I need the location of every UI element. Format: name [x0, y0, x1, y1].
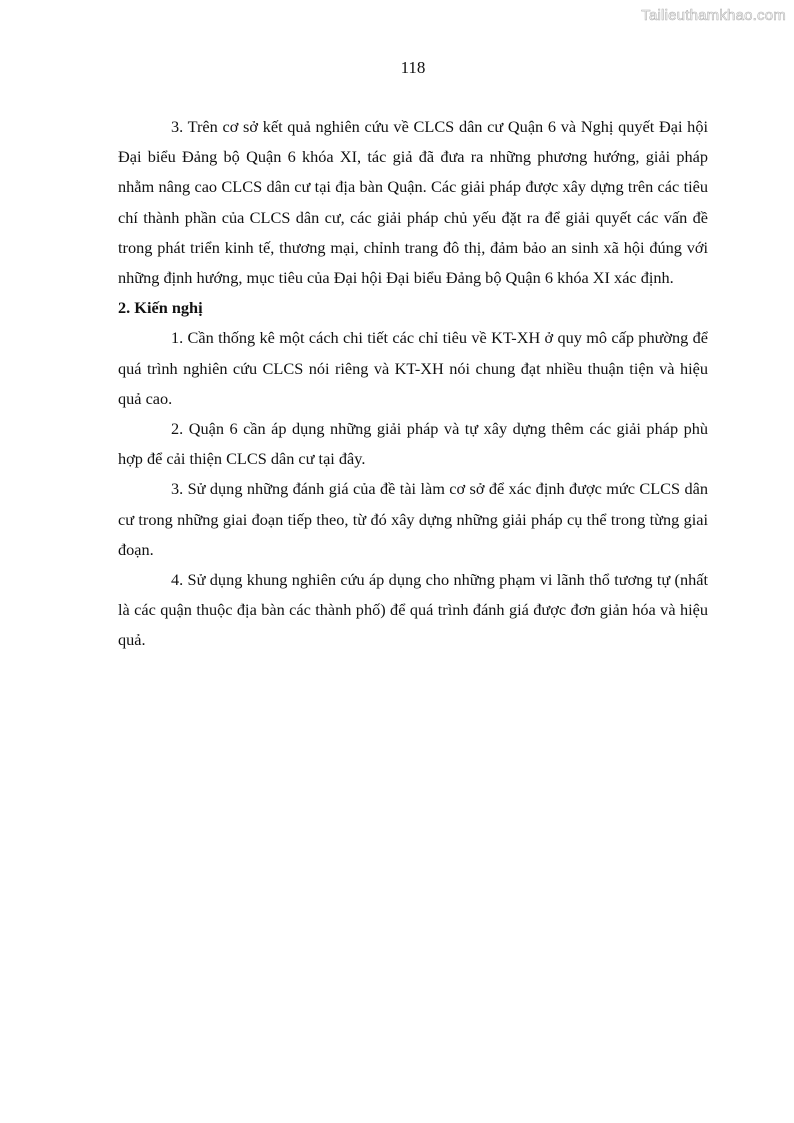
section-heading-recommendations: 2. Kiến nghị — [118, 298, 203, 318]
watermark-text: Tailieuthamkhao.com — [641, 7, 786, 24]
recommendation-item-2: 2. Quận 6 cần áp dụng những giải pháp và tự xây dựng thêm các giải pháp phù hợp để cải thiện CLCS dân cư tại đây. — [118, 419, 708, 469]
conclusion-paragraph-3: 3. Trên cơ sở kết quả nghiên cứu về CLCS dân cư Quận 6 và Nghị quyết Đại hội Đại biểu Đảng bộ Quận 6 khóa XI, tác giả đã đưa ra những phương hướng, giải pháp nhằm nâng cao CLCS dân cư tại địa bàn Quận. Các giải pháp được xây dựng trên các tiêu chí thành phần của CLCS dân cư, các giải pháp chủ yếu đặt ra để giải quyết các vấn đề trong phát triển kinh tế, thương mại, chỉnh trang đô thị, đảm bảo an sinh xã hội đúng với những định hướng, mục tiêu của Đại hội Đại biểu Đảng bộ Quận 6 khóa XI xác định. — [118, 117, 708, 288]
recommendation-item-3: 3. Sử dụng những đánh giá của đề tài làm cơ sở để xác định được mức CLCS dân cư trong những giai đoạn tiếp theo, từ đó xây dựng những giải pháp cụ thể trong từng giai đoạn. — [118, 479, 708, 559]
recommendation-item-1: 1. Cần thống kê một cách chi tiết các chỉ tiêu về KT-XH ở quy mô cấp phường để quá trình nghiên cứu CLCS nói riêng và KT-XH nói chung đạt nhiều thuận tiện và hiệu quả cao. — [118, 328, 708, 408]
document-body — [118, 112, 708, 656]
recommendation-item-4: 4. Sử dụng khung nghiên cứu áp dụng cho những phạm vi lãnh thổ tương tự (nhất là các quận thuộc địa bàn các thành phố) để quá trình đánh giá được đơn giản hóa và hiệu quả. — [118, 570, 708, 650]
page-number: 118 — [400, 58, 426, 77]
